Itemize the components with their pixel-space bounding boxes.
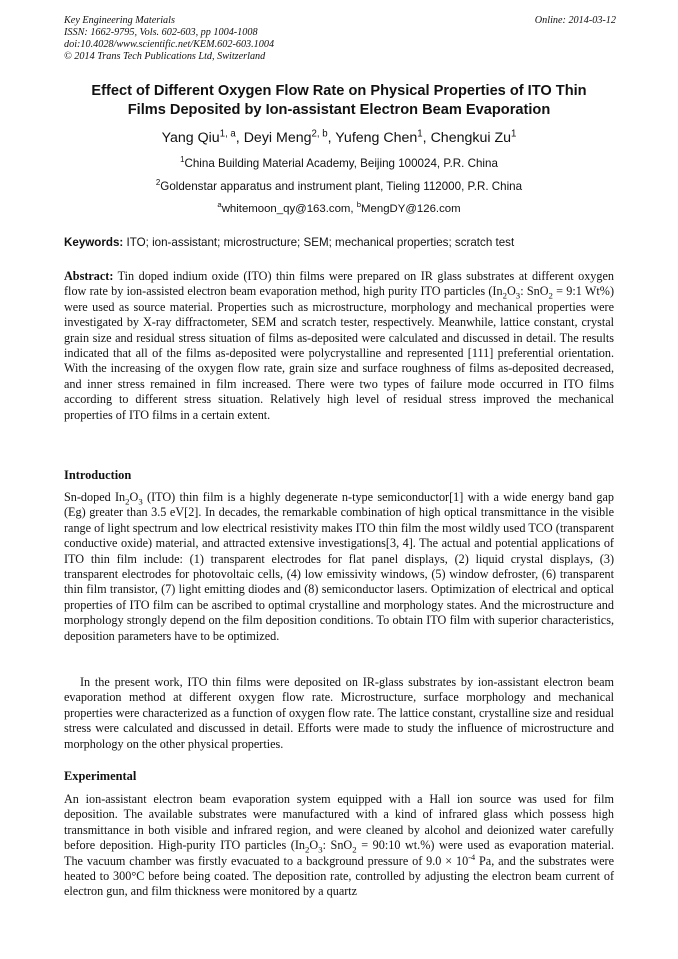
experimental-heading: Experimental [64,769,137,783]
affiliation-text: China Building Material Academy, Beijing 100024, P.R. China [184,157,498,170]
paper-title [60,82,618,120]
intro-text: O [129,490,139,504]
subscript: 2 [304,844,310,855]
affiliation-mark: 2 [155,178,161,188]
email-address[interactable]: whitemoon_qy@163.com [221,203,351,215]
author-name: Deyi Meng [243,130,312,146]
abstract-text: : SnO [520,284,549,299]
subscript: 3 [138,496,143,507]
experimental-text: : SnO [322,838,353,853]
affiliation-1 [60,157,618,171]
introduction-paragraph-2: In the present work, ITO thin films were deposited on IR-glass substrates by ion-assistant electron beam evaporation method at different oxygen flow rate. Microstructure, surface morphology and mechanical properties were characterized as a function of oxygen flow rate. The lattice constant, crystalline size and residual stress were calculated and discussed in detail. Efforts were made to study the influence of microstructure and morphology on the other physical properties. [64,675,615,751]
author-affiliation-mark: 1, a [219,128,236,140]
affiliation-2 [60,180,618,194]
journal-name: Key Engineering Materials [64,15,175,26]
author-name: Yang Qiu [161,130,220,146]
abstract-text: Tin doped indium oxide (ITO) thin films were prepared on IR glass substrates at different oxygen flow rate by ion-assisted electron beam evaporation method, high purity ITO particles (In [64,269,614,299]
author-affiliation-mark: 1 [417,128,423,140]
author-name: Chengkui Zu [430,130,512,146]
superscript: -4 [468,852,476,862]
experimental-text: Pa, and the substrates were heated to 300°C before being coated. The deposition rate, controlled by adjusting the electron beam current of electron gun, and film thickness were monitored by a quartz [64,853,615,899]
issn-line: ISSN: 1662-9795, Vols. 602-603, pp 1004-1008 [64,27,258,38]
title-line-2: Films Deposited by Ion-assistant Electron Beam Evaporation [127,102,551,118]
subscript: 3 [515,290,521,301]
author-list: Yang Qiu$^{1, a}$, Deyi Meng$^{2, b}$, Yufeng Chen$^1$, Chengkui Zu$^1$ [161,128,517,146]
author-emails: $^a$whitemoon_qy@163.com, $^b$MengDY@126.com [217,200,461,215]
author-affiliation-mark: 1 [511,128,517,140]
affiliation-mark: 1 [180,155,185,165]
email-address[interactable]: MengDY@126.com [361,203,461,215]
introduction-paragraph-1 [64,490,614,644]
journal-header [64,15,616,63]
keywords-line [64,236,616,250]
abstract-label: Abstract: [64,269,114,283]
intro-text: (ITO) thin film is a highly degenerate n-type semiconductor[1] with a wide energy band gap (Eg) greater than 3.5 eV[2]. In decades, the remarkable combination of high optical transmittance in the visible range of light spectrum and low electrical resistivity makes ITO thin film the most wildly used TCO (transparent conductive oxide) material, and attracted extensive investigations[3, 4]. The actual and potential applications of ITO thin film include: (1) transparent electrodes for flat panel displays, (2) liquid crystal displays, (3) transparent electrodes for photovoltaic cells, (4) low emissivity windows, (5) window defroster, (6) transparent thin film transistor, (7) light emitting diodes and (8) semiconductor lasers. Optimization of electrical and optical properties of ITO film can be ascribed to optimal crystalline and morphology states. And the microstructure and morphology strongly depend on the film deposition conditions. To obtain ITO film with superior characteristics, deposition parameters have to be optimized. [64,490,614,643]
experimental-paragraph [64,792,614,900]
subscript: 2 [125,496,130,507]
abstract-paragraph [64,269,614,423]
email-mark: b [356,200,362,210]
author-name: Yufeng Chen [335,130,418,146]
author-affiliation-mark: 2, b [311,128,328,140]
subscript: 2 [502,290,507,301]
abstract-text: O [506,284,516,299]
subscript: 3 [318,844,323,855]
intro-text: Sn-doped In [64,490,126,504]
experimental-text: An ion-assistant electron beam evaporation system equipped with a Hall ion source was used for film deposition. The available substrates were manufactured with a kind of infrared glass which possess high transmittance in both visible and infrared region, and were cleaned by alcohol and deionized water carefully before deposition. High-purity ITO particles (In [64,792,614,853]
subscript: 2 [548,290,553,301]
keywords-text: ITO; ion-assistant; microstructure; SEM; mechanical properties; scratch test [126,236,515,249]
online-date: Online: 2014-03-12 [534,15,616,26]
experimental-text: O [309,838,319,853]
subscript: 2 [352,844,357,855]
doi-line: doi:10.4028/www.scientific.net/KEM.602-603.1004 [64,39,275,50]
keywords-label: Keywords: [64,236,124,249]
affiliation-text: Goldenstar apparatus and instrument plant, Tieling 112000, P.R. China [160,180,523,193]
copyright-line: © 2014 Trans Tech Publications Ltd, Switzerland [64,51,266,62]
abstract-text: = 9:1 Wt%) were used as source material. Properties such as microstructure, morphology and mechanical properties were investigated by X-ray diffractometer, SEM and scratch tester, respectively. Meanwhile, lattice constant, crystal grain size and residual stress situation of films as-deposited were calculated and discussed in detail. The results indicated that all of the films as-deposited were polycrystalline and represented [111] preferential orientation. With the increasing of the oxygen flow rate, grain size and surface roughness of films as-deposited decreased, and inner stress remained in film increased. There were two types of failure mode occurred in ITO films according to different stress situation. Relatively high level of residual stress improved the mechanical properties of ITO films in a certain extent. [64,284,615,422]
email-mark: a [217,200,222,210]
introduction-heading: Introduction [64,468,132,482]
title-line-1: Effect of Different Oxygen Flow Rate on Physical Properties of ITO Thin [91,83,587,99]
experimental-text: = 90:10 wt.%) were used as evaporation material. The vacuum chamber was firstly evacuated to a background pressure of 9.0 × 10 [64,838,615,868]
